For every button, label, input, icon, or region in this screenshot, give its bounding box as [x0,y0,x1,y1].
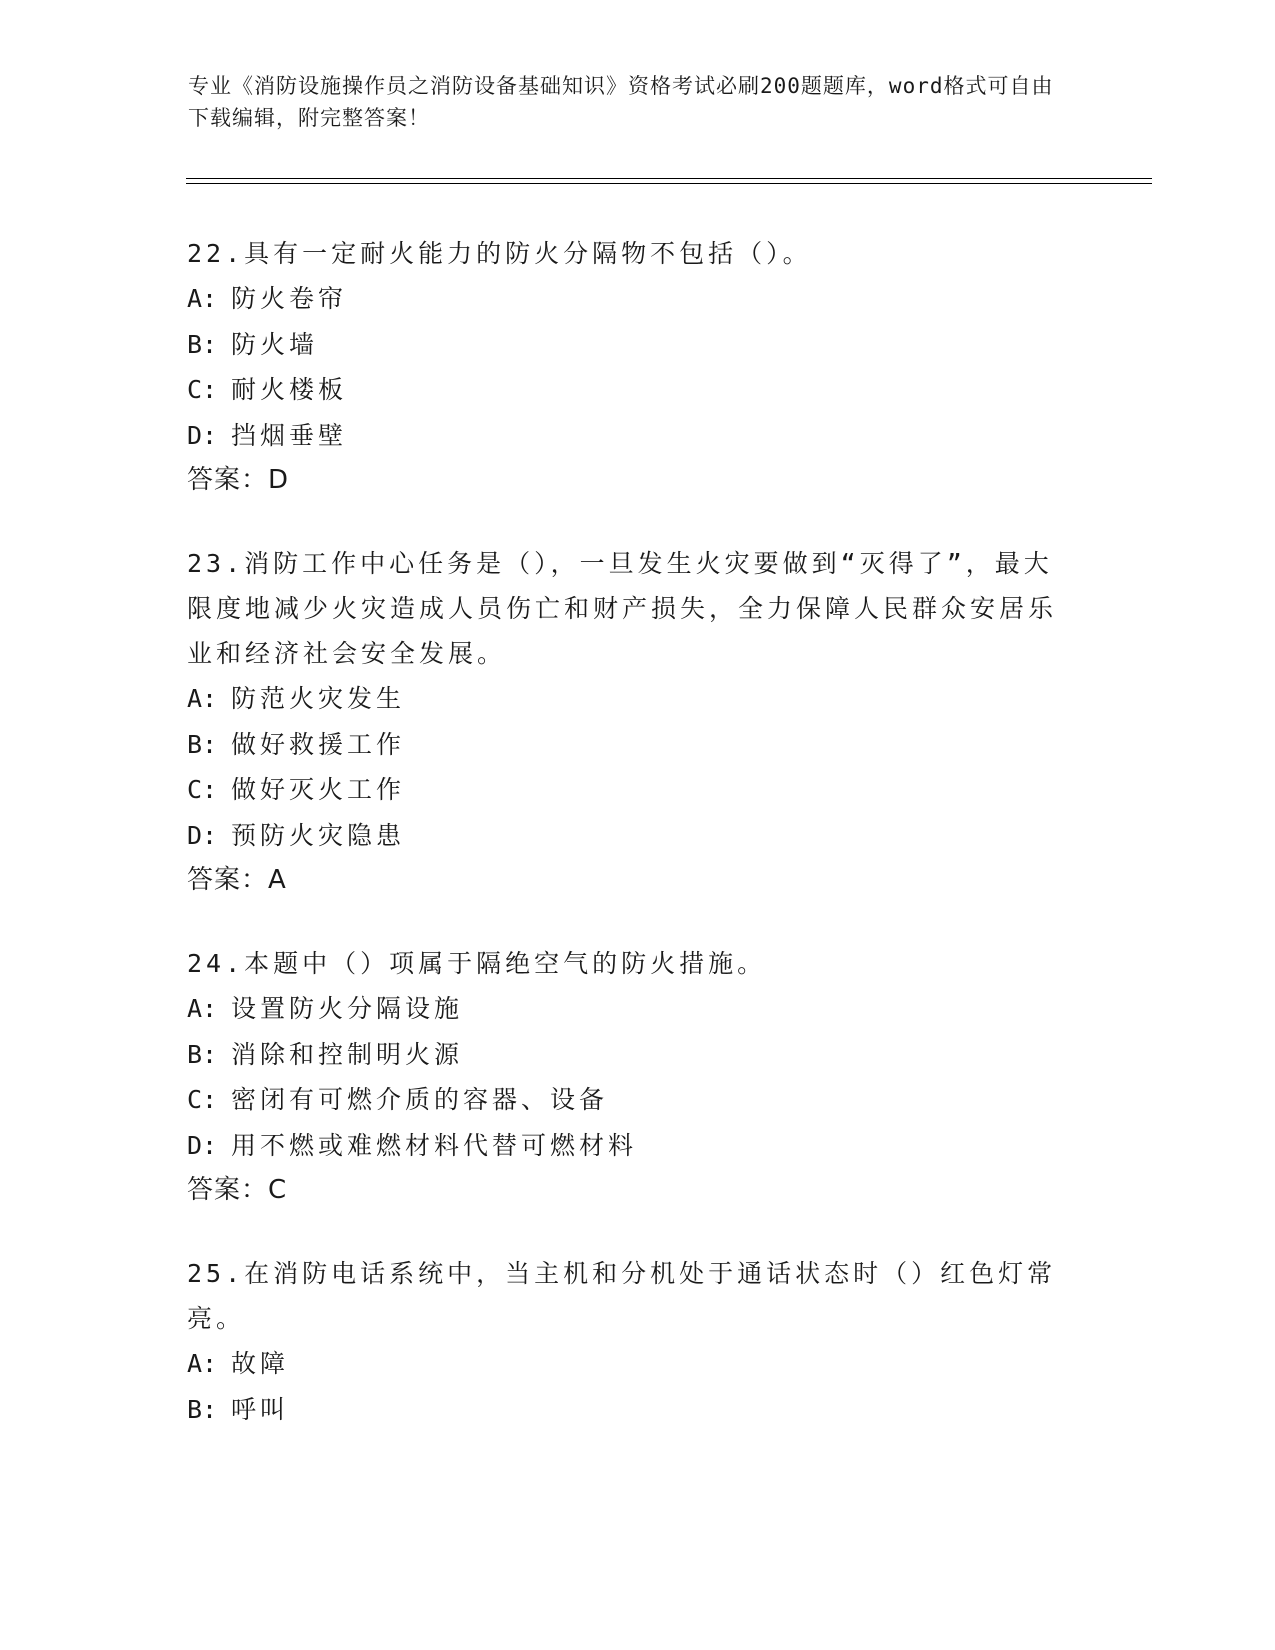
option-text: 做好救援工作 [231,729,406,759]
option-text: 预防火灾隐患 [231,820,406,850]
option-label: A: [187,284,218,313]
option-label: D: [187,420,218,450]
answer-line: 答案：C [187,1175,288,1205]
option-label: C: [187,1085,218,1114]
option-a [187,676,1067,722]
option-text: 密闭有可燃介质的容器、设备 [231,1085,609,1114]
header-divider-top [186,178,1152,179]
answer-line: 答案：D [187,465,290,495]
option-a [187,986,1067,1032]
option-text: 故障 [231,1349,290,1378]
option-text: 呼叫 [231,1394,290,1424]
option-d [187,813,1067,859]
option-b [187,722,1067,768]
option-label: C: [187,775,218,804]
option-label: A: [187,684,218,713]
answer-line: 答案：A [187,865,287,895]
option-d [187,413,1067,459]
option-label: B: [187,1039,218,1069]
document-header: 专业《消防设施操作员之消防设备基础知识》资格考试必刷200题题库，word格式可自由下载编辑，附完整答案！ [188,74,1054,130]
option-a [187,1341,1067,1387]
option-b [187,322,1067,368]
option-text: 防范火灾发生 [231,684,406,713]
question-stem: 22.具有一定耐火能力的防火分隔物不包括（）。 [187,239,812,268]
question-stem: 25.在消防电话系统中，当主机和分机处于通话状态时（）红色灯常亮。 [187,1259,1057,1333]
question-23 [187,541,1067,903]
option-b [187,1032,1067,1078]
option-text: 挡烟垂壁 [231,420,348,450]
option-label: B: [187,329,218,359]
option-label: A: [187,994,218,1023]
option-c [187,367,1067,413]
option-c [187,1077,1067,1123]
option-d [187,1123,1067,1169]
option-label: A: [187,1349,218,1378]
option-b [187,1387,1067,1433]
option-text: 耐火楼板 [231,375,348,404]
question-stem: 23.消防工作中心任务是（），一旦发生火灾要做到“灭得了”，最大限度地减少火灾造成人员伤亡和财产损失，全力保障人民群众安居乐业和经济社会安全发展。 [187,549,1058,668]
option-text: 防火卷帘 [231,284,348,313]
question-stem: 24.本题中（）项属于隔绝空气的防火措施。 [187,949,767,978]
question-list [187,231,1067,1470]
option-label: D: [187,1130,218,1160]
header-divider-bottom [186,183,1152,184]
option-text: 消除和控制明火源 [231,1039,464,1069]
option-text: 设置防火分隔设施 [231,994,464,1023]
option-label: C: [187,375,218,404]
option-text: 用不燃或难燃材料代替可燃材料 [231,1130,638,1160]
option-label: D: [187,820,218,850]
option-text: 防火墙 [231,329,319,359]
option-c [187,767,1067,813]
question-25 [187,1251,1067,1432]
option-text: 做好灭火工作 [231,775,406,804]
option-a [187,276,1067,322]
option-label: B: [187,729,218,759]
option-label: B: [187,1394,218,1424]
question-24 [187,941,1067,1213]
question-22 [187,231,1067,503]
